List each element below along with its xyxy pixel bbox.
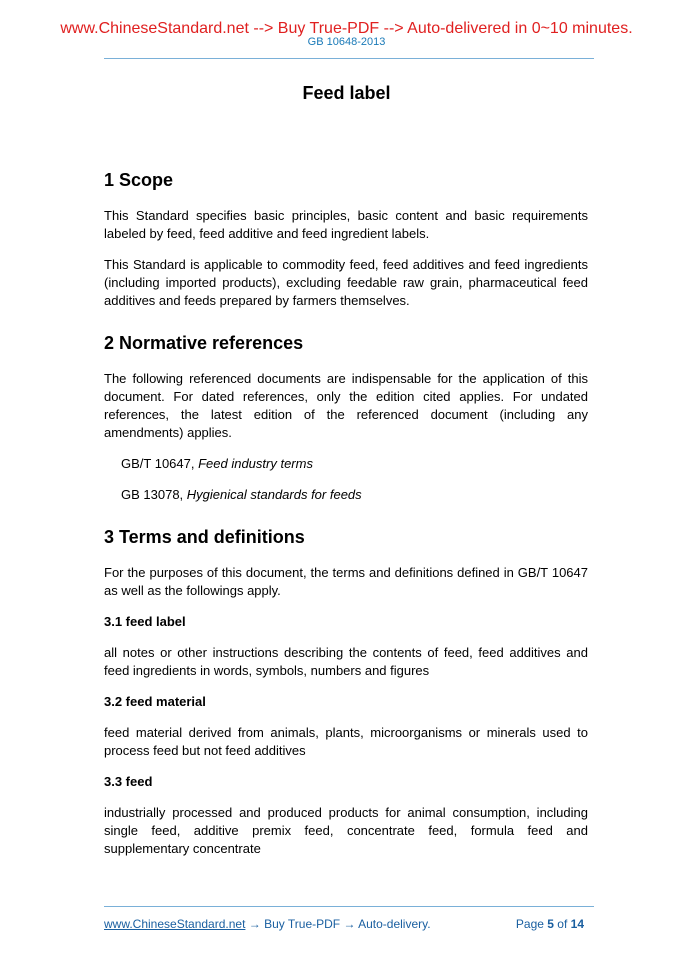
reference-title: Hygienical standards for feeds xyxy=(186,487,362,502)
promo-banner[interactable]: www.ChineseStandard.net --> Buy True-PDF --> Auto-delivered in 0~10 minutes. xyxy=(60,20,633,37)
page-title: Feed label xyxy=(302,83,391,103)
section-heading-normative-references: 2 Normative references xyxy=(104,333,304,353)
section-heading-terms: 3 Terms and definitions xyxy=(104,527,305,547)
page-number: 5 xyxy=(547,917,554,931)
reference-code: GB 13078, xyxy=(121,487,187,502)
term-heading: 3.3 feed xyxy=(104,774,153,789)
footer-site-link[interactable]: www.ChineseStandard.net xyxy=(104,917,246,931)
header-divider xyxy=(104,58,594,59)
term-definition: industrially processed and produced products for animal consumption, including single feed, additive premix feed, concentrate feed, formula feed and supplementary concentrate xyxy=(104,805,588,856)
term-definition: all notes or other instructions describing the contents of feed, feed additives and feed ingredients in words, symbols, numbers and figures xyxy=(104,645,588,678)
reference-item xyxy=(104,486,588,504)
footer-divider xyxy=(104,906,594,907)
page-indicator xyxy=(516,916,584,932)
term-heading: 3.1 feed label xyxy=(104,614,186,629)
references-intro: The following referenced documents are indispensable for the application of this document. For dated references, only the edition cited applies. For undated references, the latest edition of the referenced document (including any amendments) applies. xyxy=(104,371,588,440)
document-body xyxy=(104,169,588,871)
reference-code: GB/T 10647, xyxy=(121,456,199,471)
standard-id: GB 10648-2013 xyxy=(307,36,386,48)
page-total: 14 xyxy=(570,917,584,931)
scope-paragraph-1: This Standard specifies basic principles, basic content and basic requirements labeled by feed, feed additive and feed ingredient labels. xyxy=(104,208,588,241)
section-heading-scope: 1 Scope xyxy=(104,170,174,190)
footer-promo xyxy=(104,916,431,932)
reference-title: Feed industry terms xyxy=(198,456,313,471)
term-definition: feed material derived from animals, plants, microorganisms or minerals used to process feed but not feed additives xyxy=(104,725,588,758)
page-footer xyxy=(104,916,584,932)
footer-tagline: → Buy True-PDF → Auto-delivery. xyxy=(245,917,431,931)
reference-item xyxy=(104,455,588,473)
scope-paragraph-2: This Standard is applicable to commodity feed, feed additives and feed ingredients (including imported products), excluding feedable raw grain, pharmaceutical feed additives and feeds prepared by farmers themselves. xyxy=(104,257,588,308)
of-word: of xyxy=(553,917,571,931)
terms-intro: For the purposes of this document, the terms and definitions defined in GB/T 10647 as well as the followings apply. xyxy=(104,565,588,598)
page-word: Page xyxy=(515,917,548,931)
term-heading: 3.2 feed material xyxy=(104,694,206,709)
